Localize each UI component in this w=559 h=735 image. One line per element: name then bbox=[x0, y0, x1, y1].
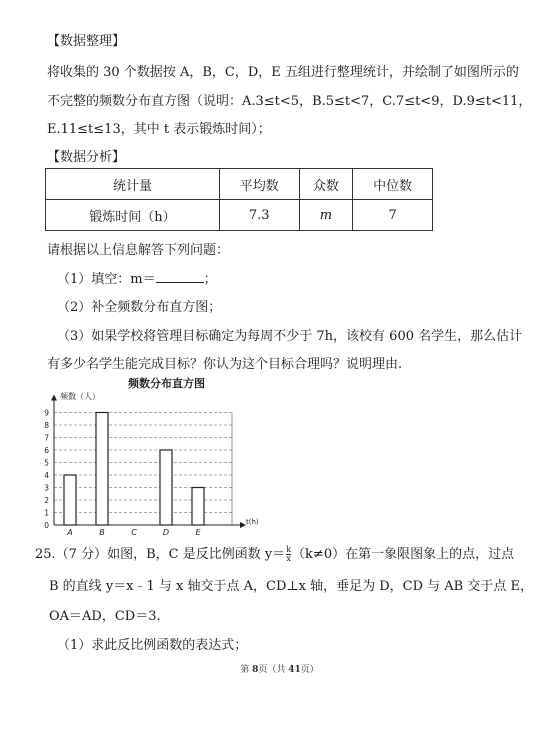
y-tick-label: 2 bbox=[44, 496, 49, 505]
fraction-k-over-x bbox=[286, 546, 291, 563]
y-tick-label: 5 bbox=[44, 458, 49, 468]
table-header-cell: 平均数 bbox=[219, 169, 299, 200]
histogram-chart bbox=[30, 385, 259, 540]
y-axis-arrow bbox=[51, 395, 57, 401]
histogram-bar-A bbox=[64, 475, 76, 525]
footer-total-pages: 41 bbox=[288, 665, 301, 675]
table-row bbox=[46, 200, 433, 231]
question-1 bbox=[57, 268, 217, 287]
footer-prefix: 第 bbox=[240, 665, 253, 675]
answer-blank bbox=[156, 270, 204, 283]
question-3-line2: 有多少名学生能完成目标？你认为这个目标合理吗？说明理由. bbox=[47, 357, 403, 372]
table-header-row bbox=[46, 169, 433, 200]
fraction-numerator: k bbox=[286, 545, 292, 554]
y-tick-label: 7 bbox=[44, 433, 49, 443]
problem-25-line1 bbox=[35, 543, 514, 563]
problem-25-line3: OA＝AD，CD＝3. bbox=[49, 609, 161, 624]
x-category-label: D bbox=[162, 528, 170, 537]
y-tick-label: 1 bbox=[44, 508, 49, 518]
x-category-label: C bbox=[131, 528, 137, 537]
y-tick-label: 4 bbox=[44, 471, 49, 480]
question-1-prefix: （1）填空：m＝ bbox=[57, 272, 156, 287]
problem-25-text-a: 25.（7 分）如图，B，C 是反比例函数 y＝ bbox=[35, 547, 286, 562]
fraction-denominator: x bbox=[286, 554, 291, 563]
histogram-bar-B bbox=[96, 413, 108, 526]
table-cell-mode: m bbox=[299, 200, 353, 231]
y-tick-label: 8 bbox=[44, 421, 49, 430]
y-tick-label: 3 bbox=[44, 483, 49, 493]
footer-suffix: 页） bbox=[300, 665, 319, 675]
y-axis-label: 频数（人） bbox=[60, 392, 100, 401]
problem-25-text-b: （k≠0）在第一象限图象上的点，过点 bbox=[292, 547, 515, 562]
statistics-table bbox=[45, 168, 433, 231]
table-row-label: 锻炼时间（h） bbox=[46, 200, 220, 231]
table-cell-mean: 7.3 bbox=[219, 200, 299, 231]
table-header-cell: 统计量 bbox=[46, 169, 220, 200]
x-category-label: A bbox=[67, 528, 73, 537]
organize-heading: 【数据整理】 bbox=[47, 34, 126, 49]
table-cell-median: 7 bbox=[353, 200, 433, 231]
x-category-label: E bbox=[195, 528, 201, 537]
organize-text-line1: 将收集的 30 个数据按 A，B，C，D，E 五组进行整理统计，并绘制了如图所示的 bbox=[47, 65, 519, 80]
page-footer bbox=[0, 662, 559, 675]
y-tick-label: 0 bbox=[44, 521, 49, 530]
y-tick-label: 6 bbox=[44, 446, 49, 455]
problem-25-sub1: （1）求此反比例函数的表达式； bbox=[57, 638, 248, 653]
y-tick-label: 9 bbox=[44, 408, 49, 418]
question-2: （2）补全频数分布直方图； bbox=[57, 300, 222, 315]
chart-title: 频数分布直方图 bbox=[128, 377, 205, 390]
questions-intro: 请根据以上信息解答下列问题： bbox=[47, 243, 230, 258]
footer-page-number: 8 bbox=[252, 665, 259, 675]
histogram-bar-D bbox=[160, 450, 172, 525]
organize-text-line2: 不完整的频数分布直方图（说明：A.3≤t<5，B.5≤t<7，C.7≤t<9，D.9≤t<11， bbox=[47, 94, 532, 109]
question-1-suffix: ； bbox=[203, 272, 217, 287]
x-category-label: B bbox=[99, 528, 105, 537]
histogram-bar-E bbox=[192, 488, 204, 526]
footer-middle: 页（共 bbox=[258, 665, 289, 675]
organize-text-line3: E.11≤t≤13，其中 t 表示锻炼时间）； bbox=[47, 122, 271, 137]
table-header-cell: 众数 bbox=[299, 169, 353, 200]
table-header-cell: 中位数 bbox=[353, 169, 433, 200]
x-axis-label: t(h) bbox=[246, 518, 259, 526]
analysis-heading: 【数据分析】 bbox=[47, 150, 126, 165]
question-3-line1: （3）如果学校将管理目标确定为每周不少于 7h，该校有 600 名学生，那么估计 bbox=[57, 329, 523, 344]
problem-25-line2: B 的直线 y＝x﹣1 与 x 轴交于点 A，CD⊥x 轴，垂足为 D，CD 与 AB 交于点 E， bbox=[49, 579, 533, 594]
